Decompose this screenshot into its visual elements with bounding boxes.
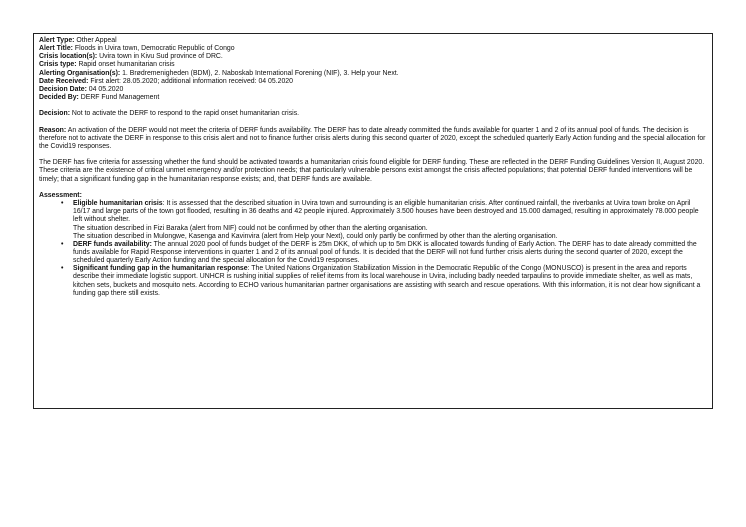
item-label: Eligible humanitarian crisis — [73, 200, 163, 208]
field-crisis-type — [39, 61, 707, 69]
field-value: DERF Fund Management — [78, 94, 160, 102]
field-alert-title — [39, 45, 707, 53]
item-label: Significant funding gap in the humanitarian response — [73, 265, 248, 273]
field-value: 04 05.2020 — [86, 85, 124, 93]
field-crisis-location — [39, 53, 707, 61]
bullet-icon: • — [61, 240, 64, 248]
item-label: DERF funds availability: — [73, 240, 152, 248]
reason-label: Reason: — [39, 126, 67, 134]
field-date-received — [39, 78, 707, 86]
list-item-eligible-crisis — [61, 200, 707, 241]
decision-text: Not to activate the DERF to respond to the rapid onset humanitarian crisis. — [70, 110, 300, 118]
field-label: Alert Type: — [39, 37, 75, 44]
criteria-paragraph: The DERF has five criteria for assessing whether the fund should be activated towards a humanitarian crisis found eligible for DERF funding. These are reflected in the DERF Funding Guidelines Version II, August 2020. These criteria are the existence of critical unmet emergency and/or protection needs; that particularly vulnerable persons exist amongst the crisis affected populations; that potential DERF funded interventions will be timely; that a significant funding gap in the humanitarian response exists; and, that DERF funds are available. — [39, 159, 705, 183]
document-page — [33, 33, 713, 409]
field-value: Other Appeal — [74, 37, 117, 44]
item-note: The situation described in Fizi Baraka (alert from NIF) could not be confirmed by other than the alerting organisation. — [73, 224, 428, 232]
field-label: Alert Title: — [39, 45, 73, 53]
field-value: First alert: 28.05.2020; additional information received: 04 05.2020 — [88, 77, 293, 85]
field-label: Alerting Organisation(s): — [39, 69, 121, 77]
decision-label: Decision: — [39, 110, 71, 118]
item-text: The annual 2020 pool of funds budget of the DERF is 25m DKK, of which up to 5m DKK is allocated towards funding of Early Action. The DERF has to date already committed the funds available for Rapid Response interventions in quarter 1 and 2 of its annual pool of funds. It is decided that the DERF will not fund further crisis alerts during the second quarter of 2020, except the scheduled quarterly Early Action funding and the special allocation for the Covid19 responses. — [73, 240, 697, 265]
field-label: Decided By: — [39, 94, 79, 102]
item-text: : It is assessed that the described situation in Uvira town and surrounding is an eligible humanitarian crisis. After continued rainfall, the riverbanks at Uvira town broke on April 16/17 and large parts of the town got flooded, resulting in 36 deaths and 42 people injured. Approximately 3.500 houses have been destroyed and 15.000 damaged, resulting in approximately 78.000 people left without shelter. — [73, 200, 699, 224]
decision-paragraph — [39, 110, 707, 118]
bullet-icon: • — [61, 265, 64, 273]
field-decision-date — [39, 86, 707, 94]
field-value: Rapid onset humanitarian crisis — [76, 61, 175, 69]
field-alerting-organisations — [39, 70, 707, 78]
field-label: Crisis type: — [39, 61, 77, 69]
field-alert-type — [39, 37, 707, 45]
field-label: Date Received: — [39, 77, 89, 85]
field-label: Crisis location(s): — [39, 53, 98, 61]
field-value: Floods in Uvira town, Democratic Republic of Congo — [72, 45, 235, 53]
field-value: Uvira town in Kivu Sud province of DRC. — [97, 53, 223, 61]
item-text: : The United Nations Organization Stabilization Mission in the Democratic Republic of the Congo (MONUSCO) is present in the area and reports describe their immediate logistic support. UNHCR is rushing initial supplies of relief items from its local warehouse in Uvira, including badly needed tarpaulins to provide immediate shelter, as well as mats, kitchen sets, buckets and mosquito nets. According to ECHO various humanitarian partner organisations are assisting with search and rescue operations. With this information, it is not clear how significant a funding gap there still exists. — [73, 265, 701, 297]
list-item-funds-availability — [61, 240, 707, 265]
field-decided-by — [39, 94, 707, 102]
field-value: 1. Brødremenigheden (BDM), 2. Naboskab International Forening (NIF), 3. Help your Next. — [120, 69, 399, 77]
list-item-funding-gap — [61, 265, 707, 298]
assessment-title: Assessment: — [39, 191, 82, 199]
bullet-icon: • — [61, 200, 64, 208]
item-note: The situation described in Mulongwe, Kasenga and Kavinvira (alert from Help your Next), could only partly be confirmed by other than the alerting organisation. — [73, 232, 558, 240]
reason-text: An activation of the DERF would not meet the criteria of DERF funds availability. The DERF has to date already committed the funds available for quarter 1 and 2 of its annual pool of funds. The decision is therefore not to activate the DERF in response to this crisis alert and not to finance further crisis alerts during this second quarter of 2020, except the scheduled quarterly Early Action funding and the special allocation for the Covid19 responses. — [39, 126, 706, 150]
reason-paragraph — [39, 127, 707, 151]
assessment-list — [39, 200, 707, 298]
field-label: Decision Date: — [39, 85, 87, 93]
